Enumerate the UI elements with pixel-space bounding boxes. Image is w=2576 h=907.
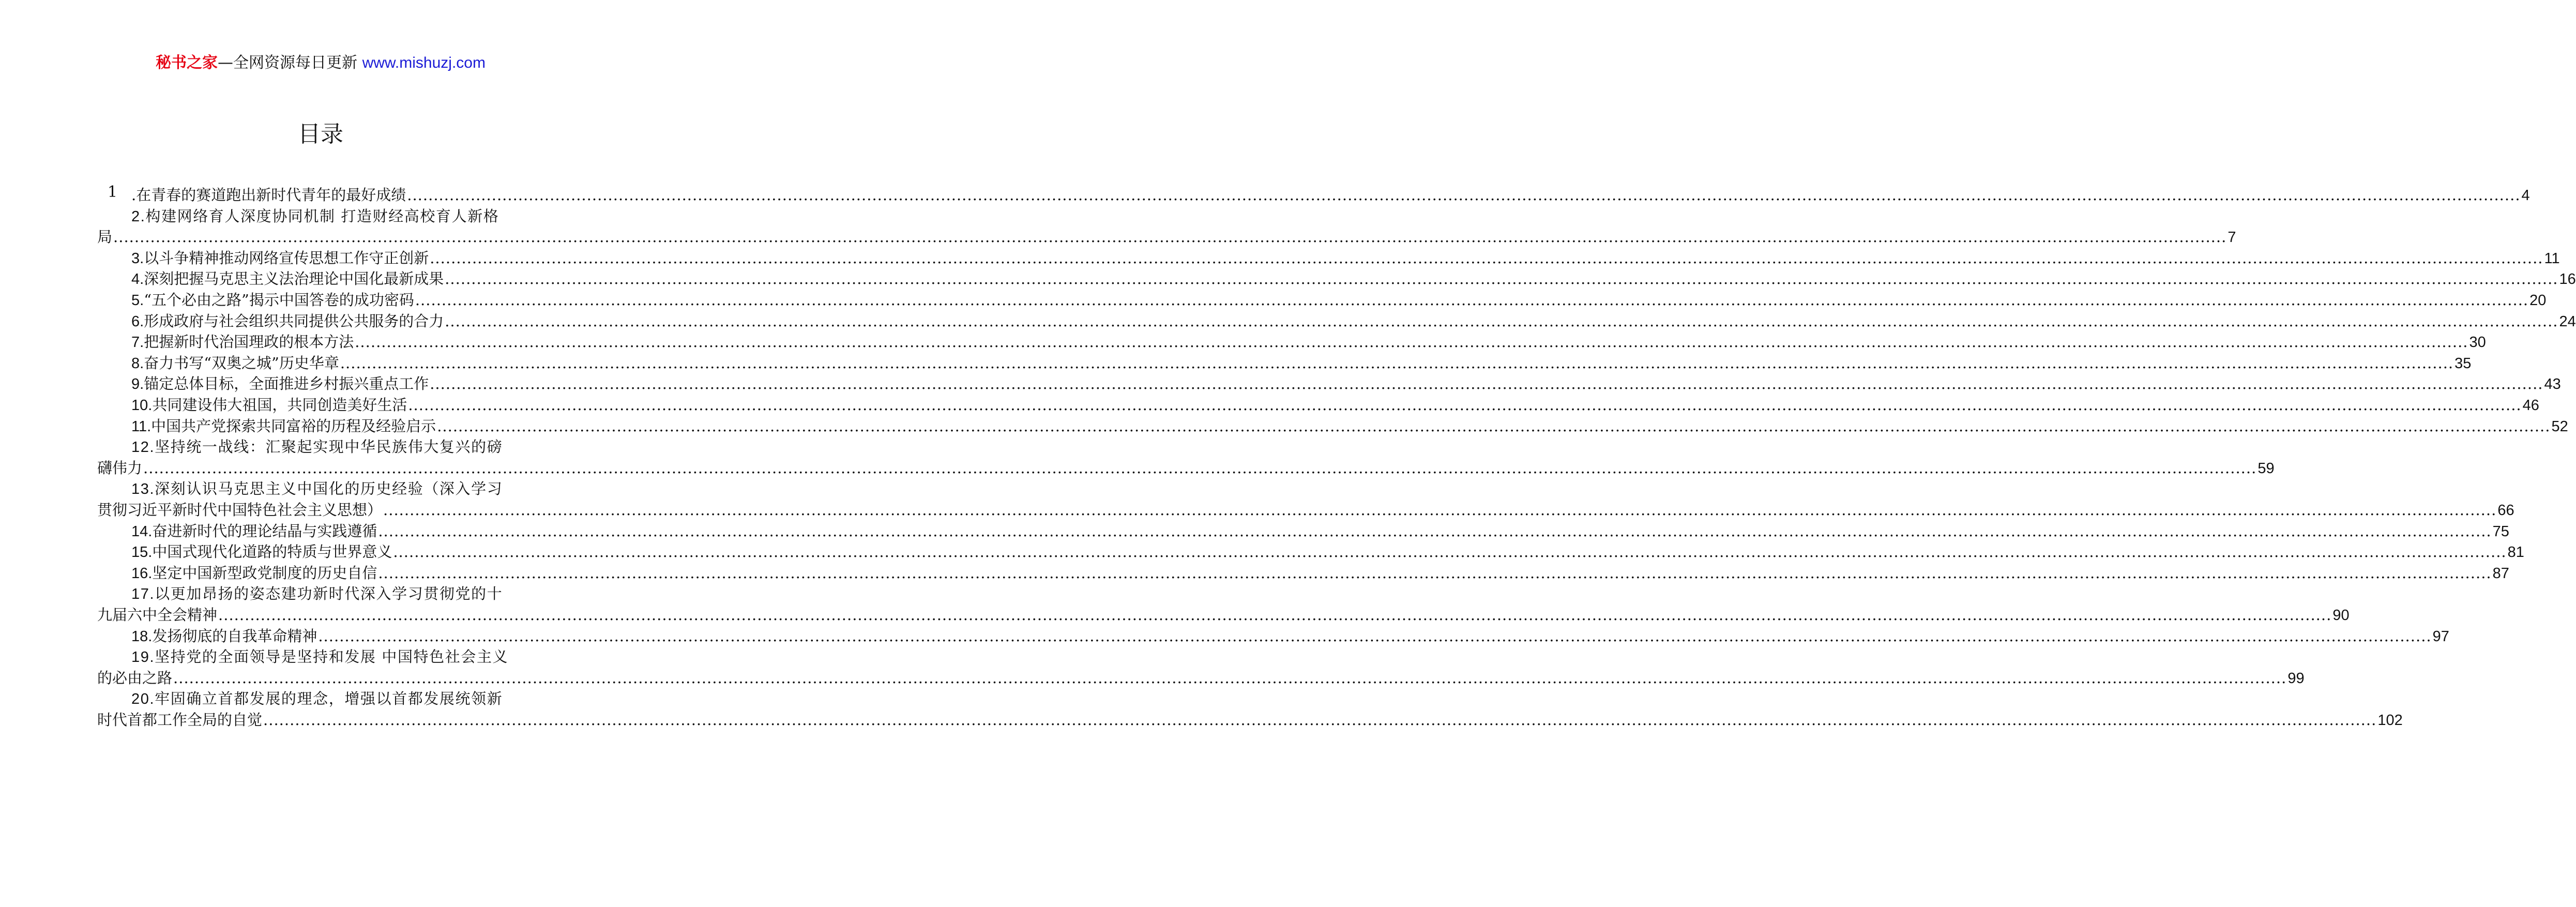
toc-entry-title: 20.牢固确立首都发展的理念，增强以首都发展统领新: [131, 690, 503, 708]
toc-entry-line: [97, 415, 2568, 438]
toc-entry-line: [97, 708, 2403, 732]
toc-entry-line: [97, 498, 2514, 522]
toc-entry-title: 局: [97, 228, 113, 246]
toc-entry-line: [97, 582, 543, 606]
toc-page-number: 30: [2469, 334, 2486, 351]
toc-entry-line: [97, 603, 2350, 627]
toc-entry-line: [97, 372, 2561, 396]
toc-entry-title: 13.深刻认识马克思主义中国化的历史经验（深入学习: [131, 480, 503, 498]
toc-leader-dots: ................................................................................................................................................................................................................................................................................................................................................................................................................: [445, 312, 2558, 330]
toc-entry-number: 3.: [131, 250, 144, 267]
toc-leader-dots: ................................................................................................................................................................................................................................................................................................................................................................................................................: [263, 711, 2377, 729]
toc-entry-title: 8.奋力书写“双奥之城”历史华章: [131, 354, 339, 372]
toc-entry-title: 19.坚持党的全面领导是坚持和发展 中国特色社会主义: [131, 648, 509, 666]
toc-leader-dots: ................................................................................................................................................................................................................................................................................................................................................................................................................: [430, 375, 2543, 393]
toc-entry-line: [97, 247, 2560, 270]
toc-entry-title: 16.坚定中国新型政党制度的历史自信: [131, 564, 377, 582]
toc-leader-dots: ................................................................................................................................................................................................................................................................................................................................................................................................................: [173, 669, 2287, 687]
toc-entry-title: 14.奋进新时代的理论结晶与实践遵循: [131, 522, 377, 540]
toc-entry-number: 7.: [131, 334, 144, 351]
toc-entry-line: [97, 562, 2509, 585]
toc-leader-dots: ................................................................................................................................................................................................................................................................................................................................................................................................................: [340, 354, 2454, 372]
toc-entry-title: 12.坚持统一战线：汇聚起实现中华民族伟大复兴的磅: [131, 438, 503, 456]
toc-entry-title: 18.发扬彻底的自我革命精神: [131, 627, 317, 645]
toc-entry-number: 18.: [131, 628, 153, 645]
toc-entry-number: 19.: [131, 649, 155, 666]
toc-leader-dots: ................................................................................................................................................................................................................................................................................................................................................................................................................: [445, 270, 2558, 288]
toc-entry-line: [97, 645, 543, 669]
toc-leader-dots: ................................................................................................................................................................................................................................................................................................................................................................................................................: [407, 186, 2521, 204]
toc-entry-title: 2.构建网络育人深度协同机制 打造财经高校育人新格: [131, 207, 499, 225]
toc-entry-line: [97, 457, 2275, 480]
toc-entry-line: [97, 267, 2576, 291]
toc-entry-title: 4.深刻把握马克思主义法治理论中国化最新成果: [131, 270, 444, 288]
toc-entry-number: 15.: [131, 544, 153, 561]
toc-leader-dots: ................................................................................................................................................................................................................................................................................................................................................................................................................: [437, 417, 2551, 435]
toc-leader-dots: ................................................................................................................................................................................................................................................................................................................................................................................................................: [430, 249, 2543, 267]
toc-page-number: 4: [2521, 187, 2530, 204]
toc-page-number: 59: [2257, 460, 2275, 477]
toc-entry-line: [97, 205, 543, 228]
toc-entry-title: 7.把握新时代治国理政的根本方法: [131, 333, 354, 351]
toc-page-number: 24: [2559, 313, 2576, 330]
toc-page-number: 11: [2544, 250, 2560, 267]
site-url-link[interactable]: www.mishuzj.com: [362, 54, 486, 71]
toc-entry-title: 贯彻习近平新时代中国特色社会主义思想）: [97, 501, 383, 519]
toc-entry-title: 6.形成政府与社会组织共同提供公共服务的合力: [131, 312, 444, 330]
toc-leader-dots: ................................................................................................................................................................................................................................................................................................................................................................................................................: [113, 228, 2227, 246]
toc-entry-title: 的必由之路: [97, 669, 173, 687]
toc-page-number: 81: [2507, 544, 2524, 561]
toc-page-number: 87: [2492, 565, 2509, 582]
toc-entry-number: 17.: [131, 586, 155, 603]
toc-page-number: 90: [2332, 607, 2350, 624]
toc-page-number: 35: [2454, 355, 2472, 372]
toc-entry-number: 9.: [131, 376, 144, 393]
toc-entry-line: [97, 184, 2530, 207]
toc-leader-dots: ................................................................................................................................................................................................................................................................................................................................................................................................................: [378, 522, 2492, 540]
toc-entry-number: 20.: [131, 691, 155, 708]
site-slogan: —全网资源每日更新: [218, 54, 362, 72]
toc-page-number: 43: [2544, 376, 2561, 393]
toc-leader-dots: ................................................................................................................................................................................................................................................................................................................................................................................................................: [393, 543, 2507, 561]
toc-entry-title: 时代首都工作全局的自觉: [97, 711, 263, 729]
toc-first-number: 1: [108, 183, 118, 201]
toc-entry-number: 13.: [131, 481, 155, 498]
toc-entry-title: 9.锚定总体目标，全面推进乡村振兴重点工作: [131, 375, 429, 393]
toc-entry-number: 2.: [131, 208, 146, 225]
toc-entry-line: [97, 352, 2472, 375]
toc-page-number: 46: [2522, 397, 2539, 414]
page-title: 目录: [298, 121, 343, 147]
toc-page-number: 66: [2497, 502, 2514, 519]
toc-entry-line: [97, 225, 2236, 249]
toc-page-number: 52: [2551, 418, 2568, 435]
toc-leader-dots: ................................................................................................................................................................................................................................................................................................................................................................................................................: [415, 291, 2529, 309]
toc-page-number: 97: [2432, 628, 2449, 645]
toc-entry-line: [97, 540, 2524, 564]
toc-page-number: 20: [2529, 292, 2547, 309]
toc-entry-number: 5.: [131, 292, 144, 309]
toc-entry-number: 8.: [131, 355, 144, 372]
toc-leader-dots: ................................................................................................................................................................................................................................................................................................................................................................................................................: [218, 606, 2332, 624]
toc-entry-number: 14.: [131, 523, 153, 540]
toc-entry-title: 3.以斗争精神推动网络宣传思想工作守正创新: [131, 249, 429, 267]
toc-leader-dots: ................................................................................................................................................................................................................................................................................................................................................................................................................: [143, 459, 2257, 477]
toc-page-number: 75: [2492, 523, 2509, 540]
toc-entry-line: [97, 310, 2576, 333]
toc-leader-dots: ................................................................................................................................................................................................................................................................................................................................................................................................................: [408, 396, 2522, 414]
toc-entry-title: 11.中国共产党探索共同富裕的历程及经验启示: [131, 417, 436, 435]
toc-entry-line: [97, 394, 2539, 417]
toc-entry-title: 17.以更加昂扬的姿态建功新时代深入学习贯彻党的十: [131, 585, 503, 603]
toc-leader-dots: ................................................................................................................................................................................................................................................................................................................................................................................................................: [378, 564, 2492, 582]
toc-entry-number: 6.: [131, 313, 144, 330]
toc-entry-title: .在青春的赛道跑出新时代青年的最好成绩: [131, 186, 406, 204]
toc-entry-line: [97, 330, 2486, 354]
toc-entry-line: [97, 289, 2547, 312]
toc-entry-line: [97, 477, 543, 501]
toc-entry-number: 10.: [131, 397, 153, 414]
toc-page-number: 7: [2228, 229, 2236, 246]
toc-entry-title: 10.共同建设伟大祖国，共同创造美好生活: [131, 396, 407, 414]
toc-page-number: 99: [2287, 670, 2305, 687]
toc-entry-number: 4.: [131, 271, 144, 288]
toc-entry-line: [97, 435, 543, 459]
toc-entry-title: 5.“五个必由之路”揭示中国答卷的成功密码: [131, 291, 414, 309]
toc-entry-line: [97, 667, 2305, 690]
toc-leader-dots: ................................................................................................................................................................................................................................................................................................................................................................................................................: [318, 627, 2432, 645]
toc-entry-title: 礴伟力: [97, 459, 143, 477]
toc-entry-line: [97, 625, 2449, 648]
toc-entry-line: [97, 687, 543, 711]
toc-leader-dots: ................................................................................................................................................................................................................................................................................................................................................................................................................: [383, 501, 2497, 519]
toc-entry-number: 12.: [131, 439, 155, 456]
site-header: [0, 52, 641, 74]
toc-leader-dots: ................................................................................................................................................................................................................................................................................................................................................................................................................: [355, 333, 2468, 351]
toc-entry-number: 11.: [131, 418, 151, 435]
toc-entry-title: 九届六中全会精神: [97, 606, 218, 624]
site-brand: 秘书之家: [156, 54, 218, 72]
toc-page-number: 16: [2559, 271, 2576, 288]
toc-page-number: 102: [2377, 712, 2403, 729]
toc-entry-title: 15.中国式现代化道路的特质与世界意义: [131, 543, 392, 561]
toc-entry-number: 16.: [131, 565, 153, 582]
toc-entry-line: [97, 520, 2509, 543]
